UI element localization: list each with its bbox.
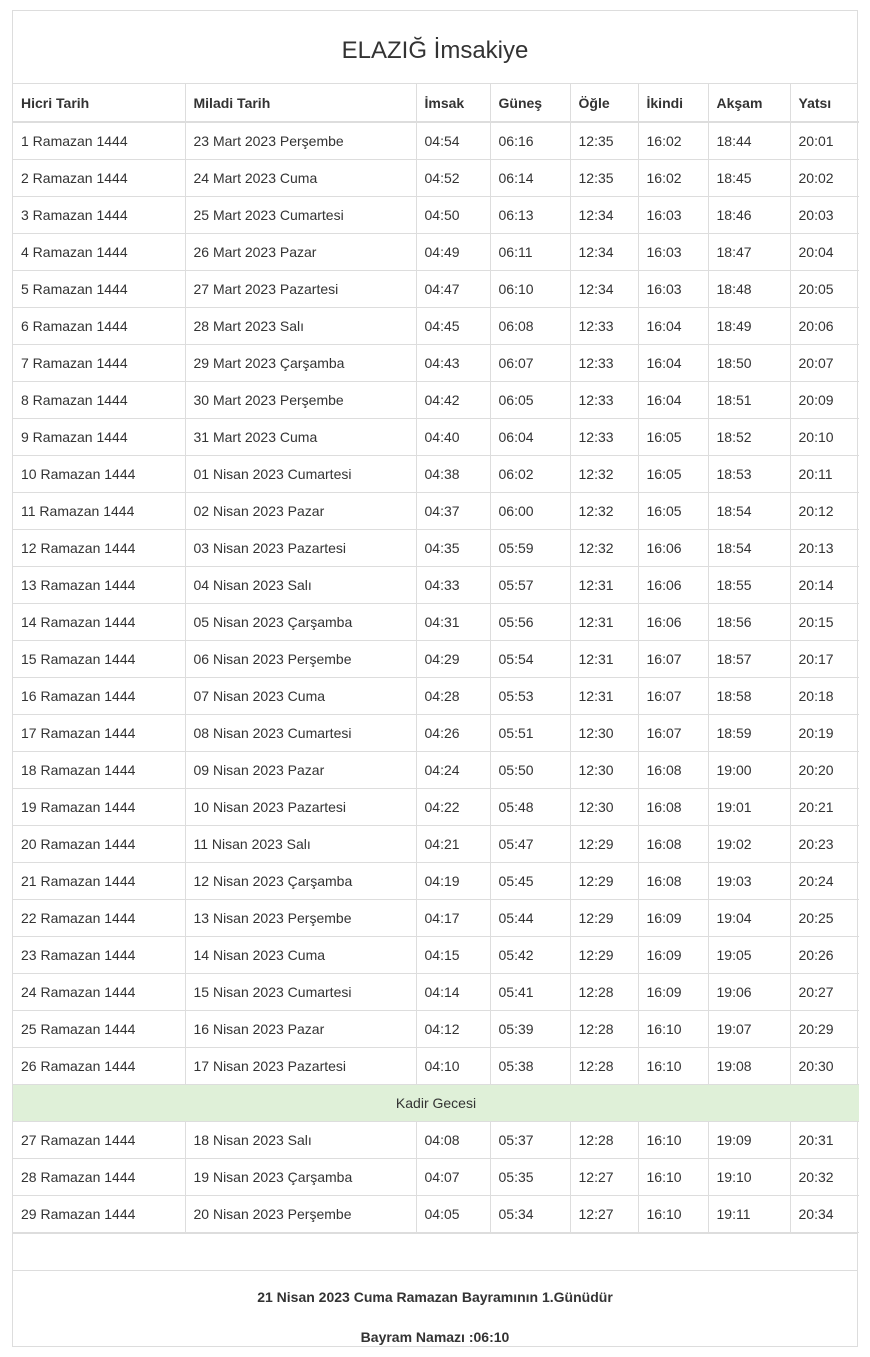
cell-ogle: 12:31 — [570, 567, 638, 604]
cell-ikindi: 16:08 — [638, 752, 708, 789]
table-row — [13, 567, 859, 604]
cell-ogle: 12:29 — [570, 826, 638, 863]
cell-aksam: 18:55 — [708, 567, 790, 604]
cell-gunes: 06:07 — [490, 345, 570, 382]
cell-gunes: 05:51 — [490, 715, 570, 752]
table-row — [13, 974, 859, 1011]
cell-hicri-tarih: 29 Ramazan 1444 — [13, 1196, 185, 1233]
cell-gunes: 06:00 — [490, 493, 570, 530]
cell-miladi-tarih: 17 Nisan 2023 Pazartesi — [185, 1048, 416, 1085]
table-row — [13, 271, 859, 308]
header-yatsi: Yatsı — [790, 84, 859, 122]
cell-ikindi: 16:02 — [638, 122, 708, 160]
cell-miladi-tarih: 24 Mart 2023 Cuma — [185, 160, 416, 197]
cell-yatsi: 20:12 — [790, 493, 859, 530]
cell-imsak: 04:37 — [416, 493, 490, 530]
cell-imsak: 04:26 — [416, 715, 490, 752]
cell-ogle: 12:35 — [570, 160, 638, 197]
cell-imsak: 04:08 — [416, 1122, 490, 1159]
cell-ikindi: 16:05 — [638, 456, 708, 493]
page-title: ELAZIĞ İmsakiye — [13, 11, 857, 84]
cell-yatsi: 20:04 — [790, 234, 859, 271]
cell-miladi-tarih: 27 Mart 2023 Pazartesi — [185, 271, 416, 308]
cell-hicri-tarih: 5 Ramazan 1444 — [13, 271, 185, 308]
table-row — [13, 1011, 859, 1048]
cell-miladi-tarih: 10 Nisan 2023 Pazartesi — [185, 789, 416, 826]
cell-hicri-tarih: 20 Ramazan 1444 — [13, 826, 185, 863]
cell-imsak: 04:05 — [416, 1196, 490, 1233]
cell-miladi-tarih: 04 Nisan 2023 Salı — [185, 567, 416, 604]
table-row — [13, 419, 859, 456]
cell-yatsi: 20:21 — [790, 789, 859, 826]
cell-imsak: 04:07 — [416, 1159, 490, 1196]
header-ikindi: İkindi — [638, 84, 708, 122]
cell-hicri-tarih: 3 Ramazan 1444 — [13, 197, 185, 234]
cell-ogle: 12:31 — [570, 678, 638, 715]
cell-ikindi: 16:10 — [638, 1011, 708, 1048]
cell-hicri-tarih: 9 Ramazan 1444 — [13, 419, 185, 456]
cell-aksam: 18:48 — [708, 271, 790, 308]
cell-aksam: 18:47 — [708, 234, 790, 271]
cell-hicri-tarih: 11 Ramazan 1444 — [13, 493, 185, 530]
imsakiye-table — [13, 84, 859, 1233]
cell-ikindi: 16:08 — [638, 826, 708, 863]
cell-yatsi: 20:23 — [790, 826, 859, 863]
cell-imsak: 04:49 — [416, 234, 490, 271]
cell-miladi-tarih: 29 Mart 2023 Çarşamba — [185, 345, 416, 382]
cell-yatsi: 20:29 — [790, 1011, 859, 1048]
cell-miladi-tarih: 13 Nisan 2023 Perşembe — [185, 900, 416, 937]
cell-miladi-tarih: 25 Mart 2023 Cumartesi — [185, 197, 416, 234]
cell-aksam: 19:08 — [708, 1048, 790, 1085]
table-row — [13, 530, 859, 567]
cell-ogle: 12:28 — [570, 1011, 638, 1048]
cell-ikindi: 16:09 — [638, 937, 708, 974]
cell-aksam: 18:58 — [708, 678, 790, 715]
cell-imsak: 04:12 — [416, 1011, 490, 1048]
cell-aksam: 19:07 — [708, 1011, 790, 1048]
cell-gunes: 06:02 — [490, 456, 570, 493]
cell-miladi-tarih: 23 Mart 2023 Perşembe — [185, 122, 416, 160]
cell-hicri-tarih: 19 Ramazan 1444 — [13, 789, 185, 826]
cell-miladi-tarih: 09 Nisan 2023 Pazar — [185, 752, 416, 789]
cell-hicri-tarih: 17 Ramazan 1444 — [13, 715, 185, 752]
cell-ogle: 12:29 — [570, 863, 638, 900]
cell-gunes: 06:08 — [490, 308, 570, 345]
table-row — [13, 197, 859, 234]
table-row — [13, 678, 859, 715]
cell-miladi-tarih: 18 Nisan 2023 Salı — [185, 1122, 416, 1159]
cell-miladi-tarih: 28 Mart 2023 Salı — [185, 308, 416, 345]
cell-ikindi: 16:09 — [638, 974, 708, 1011]
cell-miladi-tarih: 16 Nisan 2023 Pazar — [185, 1011, 416, 1048]
cell-aksam: 18:56 — [708, 604, 790, 641]
cell-miladi-tarih: 20 Nisan 2023 Perşembe — [185, 1196, 416, 1233]
cell-aksam: 18:54 — [708, 493, 790, 530]
cell-gunes: 05:56 — [490, 604, 570, 641]
table-row — [13, 641, 859, 678]
cell-imsak: 04:35 — [416, 530, 490, 567]
cell-imsak: 04:54 — [416, 122, 490, 160]
table-row — [13, 900, 859, 937]
cell-miladi-tarih: 31 Mart 2023 Cuma — [185, 419, 416, 456]
cell-yatsi: 20:09 — [790, 382, 859, 419]
cell-miladi-tarih: 15 Nisan 2023 Cumartesi — [185, 974, 416, 1011]
cell-miladi-tarih: 19 Nisan 2023 Çarşamba — [185, 1159, 416, 1196]
kadir-gecesi-label: Kadir Gecesi — [13, 1085, 859, 1122]
cell-hicri-tarih: 12 Ramazan 1444 — [13, 530, 185, 567]
cell-aksam: 18:57 — [708, 641, 790, 678]
bayram-namazi: Bayram Namazı :06:10 — [360, 1329, 510, 1345]
cell-ikindi: 16:10 — [638, 1122, 708, 1159]
cell-ikindi: 16:06 — [638, 604, 708, 641]
cell-imsak: 04:14 — [416, 974, 490, 1011]
cell-imsak: 04:42 — [416, 382, 490, 419]
header-hicri-tarih: Hicri Tarih — [13, 84, 185, 122]
cell-yatsi: 20:07 — [790, 345, 859, 382]
cell-yatsi: 20:27 — [790, 974, 859, 1011]
table-row — [13, 160, 859, 197]
cell-hicri-tarih: 8 Ramazan 1444 — [13, 382, 185, 419]
cell-yatsi: 20:32 — [790, 1159, 859, 1196]
cell-imsak: 04:38 — [416, 456, 490, 493]
cell-ikindi: 16:04 — [638, 345, 708, 382]
cell-ikindi: 16:09 — [638, 900, 708, 937]
cell-hicri-tarih: 27 Ramazan 1444 — [13, 1122, 185, 1159]
cell-gunes: 05:37 — [490, 1122, 570, 1159]
table-row — [13, 715, 859, 752]
cell-ogle: 12:29 — [570, 937, 638, 974]
cell-yatsi: 20:11 — [790, 456, 859, 493]
cell-aksam: 18:51 — [708, 382, 790, 419]
cell-ogle: 12:30 — [570, 789, 638, 826]
cell-yatsi: 20:03 — [790, 197, 859, 234]
cell-miladi-tarih: 06 Nisan 2023 Perşembe — [185, 641, 416, 678]
cell-miladi-tarih: 01 Nisan 2023 Cumartesi — [185, 456, 416, 493]
cell-miladi-tarih: 26 Mart 2023 Pazar — [185, 234, 416, 271]
cell-hicri-tarih: 13 Ramazan 1444 — [13, 567, 185, 604]
cell-aksam: 18:45 — [708, 160, 790, 197]
cell-ikindi: 16:07 — [638, 715, 708, 752]
cell-imsak: 04:33 — [416, 567, 490, 604]
header-gunes: Güneş — [490, 84, 570, 122]
cell-imsak: 04:50 — [416, 197, 490, 234]
table-row — [13, 1122, 859, 1159]
cell-hicri-tarih: 25 Ramazan 1444 — [13, 1011, 185, 1048]
cell-hicri-tarih: 18 Ramazan 1444 — [13, 752, 185, 789]
cell-yatsi: 20:15 — [790, 604, 859, 641]
cell-ogle: 12:30 — [570, 752, 638, 789]
cell-imsak: 04:29 — [416, 641, 490, 678]
cell-aksam: 19:01 — [708, 789, 790, 826]
cell-ogle: 12:30 — [570, 715, 638, 752]
cell-imsak: 04:47 — [416, 271, 490, 308]
cell-imsak: 04:22 — [416, 789, 490, 826]
cell-miladi-tarih: 08 Nisan 2023 Cumartesi — [185, 715, 416, 752]
cell-miladi-tarih: 07 Nisan 2023 Cuma — [185, 678, 416, 715]
cell-imsak: 04:24 — [416, 752, 490, 789]
cell-aksam: 19:10 — [708, 1159, 790, 1196]
cell-imsak: 04:28 — [416, 678, 490, 715]
header-imsak: İmsak — [416, 84, 490, 122]
cell-ogle: 12:27 — [570, 1159, 638, 1196]
cell-aksam: 18:46 — [708, 197, 790, 234]
cell-yatsi: 20:06 — [790, 308, 859, 345]
table-row — [13, 456, 859, 493]
cell-yatsi: 20:30 — [790, 1048, 859, 1085]
cell-gunes: 06:11 — [490, 234, 570, 271]
cell-yatsi: 20:13 — [790, 530, 859, 567]
cell-ogle: 12:34 — [570, 234, 638, 271]
cell-ogle: 12:33 — [570, 382, 638, 419]
cell-yatsi: 20:17 — [790, 641, 859, 678]
cell-aksam: 19:09 — [708, 1122, 790, 1159]
cell-yatsi: 20:01 — [790, 122, 859, 160]
cell-ikindi: 16:04 — [638, 308, 708, 345]
cell-yatsi: 20:19 — [790, 715, 859, 752]
table-row — [13, 752, 859, 789]
cell-hicri-tarih: 4 Ramazan 1444 — [13, 234, 185, 271]
cell-ikindi: 16:06 — [638, 567, 708, 604]
cell-imsak: 04:43 — [416, 345, 490, 382]
table-row — [13, 1196, 859, 1233]
cell-miladi-tarih: 02 Nisan 2023 Pazar — [185, 493, 416, 530]
cell-gunes: 05:45 — [490, 863, 570, 900]
cell-ogle: 12:29 — [570, 900, 638, 937]
cell-yatsi: 20:25 — [790, 900, 859, 937]
cell-gunes: 05:38 — [490, 1048, 570, 1085]
cell-hicri-tarih: 24 Ramazan 1444 — [13, 974, 185, 1011]
cell-gunes: 05:42 — [490, 937, 570, 974]
table-row — [13, 826, 859, 863]
cell-gunes: 05:41 — [490, 974, 570, 1011]
cell-hicri-tarih: 26 Ramazan 1444 — [13, 1048, 185, 1085]
table-row — [13, 863, 859, 900]
cell-yatsi: 20:24 — [790, 863, 859, 900]
cell-gunes: 06:13 — [490, 197, 570, 234]
cell-hicri-tarih: 22 Ramazan 1444 — [13, 900, 185, 937]
table-row — [13, 1048, 859, 1085]
cell-hicri-tarih: 1 Ramazan 1444 — [13, 122, 185, 160]
cell-ikindi: 16:08 — [638, 789, 708, 826]
table-row — [13, 234, 859, 271]
cell-aksam: 19:05 — [708, 937, 790, 974]
cell-ogle: 12:28 — [570, 1048, 638, 1085]
bayram-note: 21 Nisan 2023 Cuma Ramazan Bayramının 1.Günüdür — [257, 1289, 613, 1305]
cell-ogle: 12:33 — [570, 345, 638, 382]
cell-ogle: 12:34 — [570, 271, 638, 308]
cell-ikindi: 16:05 — [638, 419, 708, 456]
cell-miladi-tarih: 11 Nisan 2023 Salı — [185, 826, 416, 863]
cell-ogle: 12:32 — [570, 530, 638, 567]
cell-aksam: 18:44 — [708, 122, 790, 160]
cell-gunes: 05:59 — [490, 530, 570, 567]
cell-imsak: 04:52 — [416, 160, 490, 197]
cell-ogle: 12:28 — [570, 1122, 638, 1159]
cell-gunes: 05:50 — [490, 752, 570, 789]
cell-aksam: 19:03 — [708, 863, 790, 900]
cell-miladi-tarih: 12 Nisan 2023 Çarşamba — [185, 863, 416, 900]
cell-aksam: 18:49 — [708, 308, 790, 345]
cell-gunes: 05:47 — [490, 826, 570, 863]
header-ogle: Öğle — [570, 84, 638, 122]
cell-gunes: 05:48 — [490, 789, 570, 826]
cell-miladi-tarih: 14 Nisan 2023 Cuma — [185, 937, 416, 974]
cell-gunes: 06:16 — [490, 122, 570, 160]
cell-ikindi: 16:03 — [638, 234, 708, 271]
cell-aksam: 18:59 — [708, 715, 790, 752]
cell-ikindi: 16:07 — [638, 678, 708, 715]
cell-yatsi: 20:34 — [790, 1196, 859, 1233]
table-row — [13, 604, 859, 641]
cell-gunes: 05:39 — [490, 1011, 570, 1048]
cell-yatsi: 20:18 — [790, 678, 859, 715]
cell-hicri-tarih: 7 Ramazan 1444 — [13, 345, 185, 382]
cell-miladi-tarih: 30 Mart 2023 Perşembe — [185, 382, 416, 419]
cell-miladi-tarih: 03 Nisan 2023 Pazartesi — [185, 530, 416, 567]
cell-aksam: 19:11 — [708, 1196, 790, 1233]
table-row — [13, 382, 859, 419]
cell-yatsi: 20:05 — [790, 271, 859, 308]
cell-hicri-tarih: 15 Ramazan 1444 — [13, 641, 185, 678]
cell-yatsi: 20:02 — [790, 160, 859, 197]
cell-ikindi: 16:07 — [638, 641, 708, 678]
cell-imsak: 04:31 — [416, 604, 490, 641]
cell-hicri-tarih: 14 Ramazan 1444 — [13, 604, 185, 641]
table-row — [13, 937, 859, 974]
imsakiye-panel — [12, 10, 858, 1347]
cell-hicri-tarih: 10 Ramazan 1444 — [13, 456, 185, 493]
kadir-gecesi-row — [13, 1085, 859, 1122]
cell-ogle: 12:28 — [570, 974, 638, 1011]
cell-aksam: 19:00 — [708, 752, 790, 789]
cell-hicri-tarih: 21 Ramazan 1444 — [13, 863, 185, 900]
cell-aksam: 18:52 — [708, 419, 790, 456]
table-body-after — [13, 1122, 859, 1233]
table-row — [13, 308, 859, 345]
cell-hicri-tarih: 16 Ramazan 1444 — [13, 678, 185, 715]
cell-aksam: 18:54 — [708, 530, 790, 567]
cell-yatsi: 20:26 — [790, 937, 859, 974]
cell-ogle: 12:31 — [570, 641, 638, 678]
cell-ogle: 12:32 — [570, 493, 638, 530]
cell-ogle: 12:34 — [570, 197, 638, 234]
cell-gunes: 06:10 — [490, 271, 570, 308]
cell-gunes: 05:54 — [490, 641, 570, 678]
cell-yatsi: 20:10 — [790, 419, 859, 456]
cell-ikindi: 16:03 — [638, 197, 708, 234]
cell-gunes: 06:05 — [490, 382, 570, 419]
cell-imsak: 04:17 — [416, 900, 490, 937]
cell-ogle: 12:33 — [570, 419, 638, 456]
cell-gunes: 05:53 — [490, 678, 570, 715]
table-row — [13, 1159, 859, 1196]
header-aksam: Akşam — [708, 84, 790, 122]
cell-aksam: 19:02 — [708, 826, 790, 863]
table-row — [13, 789, 859, 826]
cell-yatsi: 20:14 — [790, 567, 859, 604]
cell-hicri-tarih: 6 Ramazan 1444 — [13, 308, 185, 345]
cell-imsak: 04:15 — [416, 937, 490, 974]
cell-aksam: 18:53 — [708, 456, 790, 493]
cell-gunes: 05:34 — [490, 1196, 570, 1233]
cell-imsak: 04:10 — [416, 1048, 490, 1085]
cell-hicri-tarih: 28 Ramazan 1444 — [13, 1159, 185, 1196]
cell-hicri-tarih: 2 Ramazan 1444 — [13, 160, 185, 197]
cell-gunes: 05:35 — [490, 1159, 570, 1196]
table-row — [13, 493, 859, 530]
spacer-row — [13, 1233, 857, 1271]
cell-miladi-tarih: 05 Nisan 2023 Çarşamba — [185, 604, 416, 641]
cell-ikindi: 16:05 — [638, 493, 708, 530]
table-body — [13, 122, 859, 1085]
cell-ikindi: 16:06 — [638, 530, 708, 567]
cell-yatsi: 20:31 — [790, 1122, 859, 1159]
cell-imsak: 04:40 — [416, 419, 490, 456]
cell-ogle: 12:33 — [570, 308, 638, 345]
cell-imsak: 04:45 — [416, 308, 490, 345]
table-row — [13, 345, 859, 382]
cell-ikindi: 16:03 — [638, 271, 708, 308]
cell-ogle: 12:31 — [570, 604, 638, 641]
cell-gunes: 05:57 — [490, 567, 570, 604]
cell-gunes: 06:04 — [490, 419, 570, 456]
cell-ikindi: 16:10 — [638, 1159, 708, 1196]
cell-imsak: 04:19 — [416, 863, 490, 900]
cell-aksam: 19:04 — [708, 900, 790, 937]
table-header-row — [13, 84, 859, 122]
cell-aksam: 18:50 — [708, 345, 790, 382]
cell-aksam: 19:06 — [708, 974, 790, 1011]
table-row — [13, 122, 859, 160]
cell-yatsi: 20:20 — [790, 752, 859, 789]
cell-imsak: 04:21 — [416, 826, 490, 863]
cell-ikindi: 16:08 — [638, 863, 708, 900]
cell-ikindi: 16:02 — [638, 160, 708, 197]
cell-gunes: 05:44 — [490, 900, 570, 937]
header-miladi-tarih: Miladi Tarih — [185, 84, 416, 122]
cell-gunes: 06:14 — [490, 160, 570, 197]
cell-hicri-tarih: 23 Ramazan 1444 — [13, 937, 185, 974]
cell-ikindi: 16:04 — [638, 382, 708, 419]
cell-ikindi: 16:10 — [638, 1196, 708, 1233]
cell-ogle: 12:27 — [570, 1196, 638, 1233]
cell-ikindi: 16:10 — [638, 1048, 708, 1085]
cell-ogle: 12:32 — [570, 456, 638, 493]
cell-ogle: 12:35 — [570, 122, 638, 160]
